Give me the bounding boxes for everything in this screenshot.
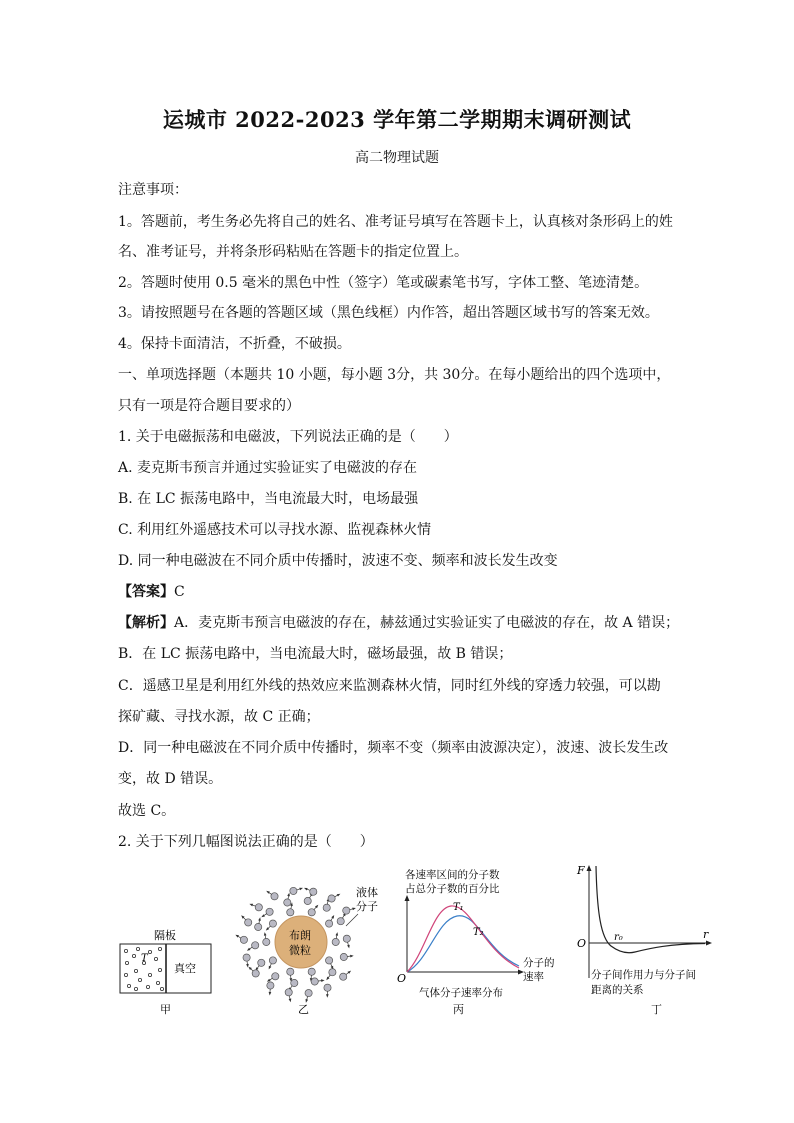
question-1-conclusion: 故选 C。	[118, 803, 176, 819]
curve-t1-label: T₁	[453, 902, 464, 913]
question-1-analysis-d-line-2: 变，故 D 错误。	[118, 771, 223, 787]
question-1-option-a: A. 麦克斯韦预言并通过实验证实了电磁波的存在	[118, 460, 418, 476]
molecule-arrowhead	[304, 888, 308, 891]
liquid-molecule	[272, 973, 279, 980]
liquid-molecule	[287, 968, 294, 975]
liquid-molecule	[291, 979, 298, 986]
liquid-molecule	[323, 904, 330, 911]
question-1-analysis-c-line-1: C．遥感卫星是利用红外线的热效应来监测森林火情，同时红外线的穿透力较强，可以勘	[118, 678, 661, 694]
liquid-molecule	[284, 899, 291, 906]
liquid-molecule	[245, 919, 252, 926]
ding-desc-line-1: 分子间作用力与分子间	[591, 969, 696, 981]
molecule-arrowhead	[267, 979, 271, 982]
note-2: 2。答题时使用 0.5 毫米的黑色中性（签字）笔或碳素笔书写，字体工整、笔迹清楚。	[118, 275, 649, 291]
liquid-molecule	[252, 942, 259, 949]
molecule-arrowhead	[331, 915, 334, 919]
liquid-molecule	[305, 990, 312, 997]
liquid-molecule	[324, 984, 331, 991]
liquid-molecule	[304, 897, 311, 904]
liquid-molecule	[271, 893, 278, 900]
liquid-molecule	[326, 957, 333, 964]
section-heading-line-2: 只有一项是符合题目要求的）	[118, 398, 300, 414]
figure-bing	[393, 862, 563, 1017]
liquid-molecule	[263, 938, 270, 945]
bing-subcaption: 气体分子速率分布	[419, 987, 503, 999]
liquid-molecule	[337, 918, 344, 925]
ding-y-arrow	[587, 865, 592, 871]
liquid-molecule	[308, 968, 315, 975]
brownian-particle	[275, 916, 327, 968]
question-1-stem: 1. 关于电磁振荡和电磁波，下列说法正确的是（ ）	[118, 429, 458, 445]
liquid-molecule	[285, 989, 292, 996]
ding-origin: O	[577, 937, 587, 950]
question-1-analysis-c-line-2: 探矿藏、寻找水源，故 C 正确；	[118, 709, 320, 725]
figure-bing-caption: 丙	[453, 1003, 464, 1016]
figure-jia-caption: 甲	[160, 1003, 171, 1016]
liquid-label-pointer	[346, 914, 358, 926]
page-subtitle: 高二物理试题	[355, 150, 439, 166]
molecule-arrowhead	[269, 992, 272, 996]
molecule-arrowhead	[266, 891, 270, 894]
liquid-molecule	[343, 907, 350, 914]
liquid-molecule	[308, 909, 315, 916]
molecule-arrowhead	[350, 955, 354, 958]
bing-y-arrow	[405, 895, 410, 901]
ding-r0-label: r₀	[614, 932, 623, 943]
note-3: 3。请按照题号在各题的答题区域（黑色线框）内作答，超出答题区域书写的答案无效。	[118, 305, 659, 321]
liquid-molecule	[266, 908, 273, 915]
bing-xlabel-line-1: 分子的	[523, 957, 555, 969]
gas-temperature-label: T	[141, 953, 148, 964]
question-1-analysis-b: B．在 LC 振荡电路中，当电流最大时，磁场最强，故 B 错误；	[118, 646, 513, 662]
molecule-arrowhead	[249, 904, 253, 907]
bing-origin: O	[397, 972, 407, 985]
page-title: 运城市 2022-2023 学年第二学期期末调研测试	[162, 107, 632, 132]
question-2-stem: 2. 关于下列几幅图说法正确的是（ ）	[118, 834, 374, 850]
question-1-option-d: D. 同一种电磁波在不同介质中传播时，波速不变、频率和波长发生改变	[118, 553, 558, 569]
note-1-line-2: 名、准考证号，并将条形码粘贴在答题卡的指定位置上。	[118, 244, 468, 260]
curve-t2-label: T₂	[473, 927, 484, 938]
molecule-arrowhead	[235, 935, 239, 938]
liquid-molecule	[311, 978, 318, 985]
molecule-arrowhead	[264, 932, 267, 936]
figure-yi	[234, 880, 386, 1017]
molecule-arrowhead	[326, 994, 329, 998]
section-heading-line-1: 一、单项选择题（本题共 10 小题，每小题 3分，共 30分。在每小题给出的四个选项中，	[118, 367, 671, 383]
liquid-molecule	[332, 938, 339, 945]
analysis-label: 【解析】	[118, 615, 174, 631]
molecule-arrowhead	[258, 917, 261, 921]
molecule-arrowhead	[321, 979, 325, 982]
bing-ylabel-line-2: 占总分子数的百分比	[405, 883, 500, 895]
liquid-molecule	[255, 923, 262, 930]
molecule-arrowhead	[299, 888, 303, 891]
note-1-line-1: 1。答题前，考生务必先将自己的姓名、准考证号填写在答题卡上，认真核对条形码上的姓	[118, 214, 673, 230]
question-1-analysis-d-line-1: D．同一种电磁波在不同介质中传播时，频率不变（频率由波源决定），波速、波长发生改	[118, 740, 669, 756]
force-curve	[596, 866, 705, 953]
liquid-molecule	[255, 904, 262, 911]
partition-label: 隔板	[154, 929, 176, 942]
note-4: 4。保持卡面清洁，不折叠，不破损。	[118, 336, 351, 352]
molecule-arrowhead	[347, 945, 350, 949]
liquid-molecule	[290, 887, 297, 894]
ding-x-arrow	[706, 941, 712, 946]
liquid-label-line-2: 分子	[356, 900, 378, 913]
molecule-arrowhead	[269, 966, 272, 970]
figure-ding-caption: 丁	[651, 1003, 662, 1016]
ding-r-label: r	[703, 928, 709, 941]
vacuum-label: 真空	[174, 962, 196, 975]
question-1-option-b: B. 在 LC 振荡电路中，当电流最大时，电场最强	[118, 491, 419, 507]
liquid-molecule	[258, 959, 265, 966]
molecule-arrowhead	[337, 894, 341, 897]
question-1-answer	[118, 581, 185, 601]
particle-label-line-1: 布朗	[289, 929, 311, 942]
molecule-arrowhead	[287, 893, 290, 897]
bing-ylabel-line-1: 各速率区间的分子数	[405, 869, 500, 881]
molecule-arrowhead	[289, 999, 292, 1003]
question-1-analysis-a	[118, 612, 679, 632]
molecule-arrowhead	[261, 914, 265, 917]
liquid-molecule	[326, 920, 333, 927]
figure-jia	[114, 925, 218, 1017]
liquid-molecule	[240, 936, 247, 943]
liquid-molecule	[287, 909, 294, 916]
answer-value: C	[174, 584, 185, 600]
ding-f-label: F	[577, 864, 585, 877]
answer-label: 【答案】	[118, 584, 174, 600]
question-1-option-c: C. 利用红外遥感技术可以寻找水源、监视森林火情	[118, 522, 432, 538]
liquid-molecule	[310, 888, 317, 895]
molecule-arrowhead	[246, 964, 249, 968]
analysis-a-text: A．麦克斯韦预言电磁波的存在，赫兹通过实验证实了电磁波的存在，故 A 错误；	[174, 615, 680, 631]
liquid-molecule	[343, 935, 350, 942]
ding-desc-line-2: 距离的关系	[591, 984, 644, 996]
molecule-arrowhead	[247, 948, 251, 951]
liquid-molecule	[329, 969, 336, 976]
notes-heading: 注意事项：	[118, 182, 188, 198]
bing-xlabel-line-2: 速率	[523, 971, 544, 983]
liquid-molecule	[269, 957, 276, 964]
liquid-molecule	[328, 895, 335, 902]
figure-yi-caption: 乙	[298, 1003, 309, 1016]
molecule-arrowhead	[336, 932, 339, 936]
liquid-molecule	[243, 954, 250, 961]
figure-ding	[569, 858, 729, 1017]
liquid-molecule	[267, 982, 274, 989]
liquid-molecule	[340, 973, 347, 980]
particle-label-line-2: 微粒	[289, 944, 311, 957]
liquid-molecule	[340, 953, 347, 960]
liquid-label-line-1: 液体	[356, 886, 378, 899]
